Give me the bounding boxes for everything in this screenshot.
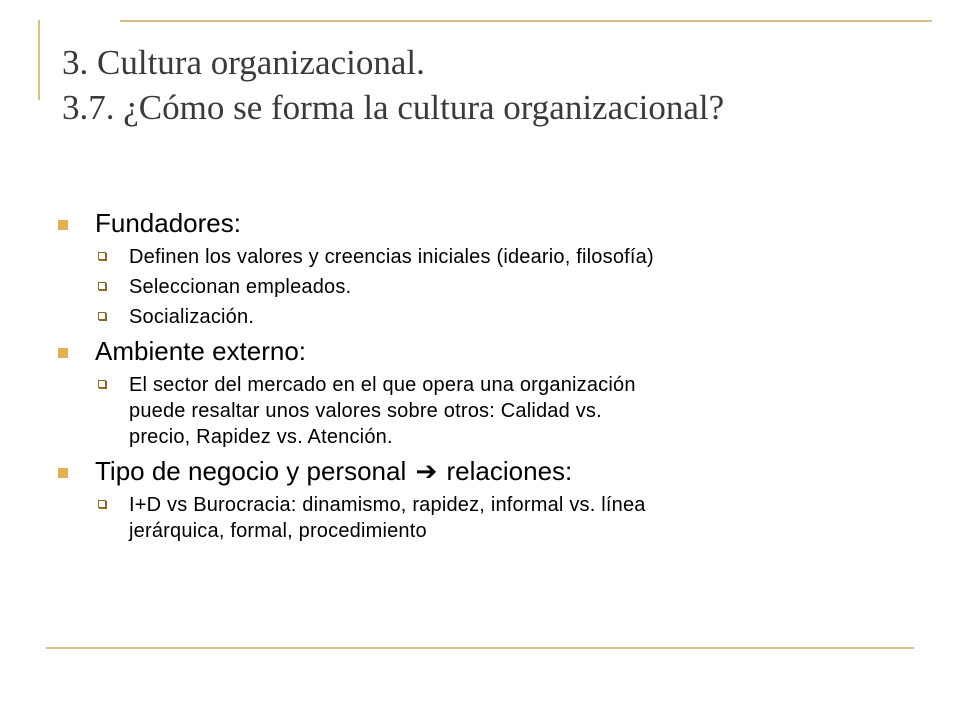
subbullet-text: Definen los valores y creencias iniciales (ideario, filosofía) — [129, 246, 654, 268]
hollow-square-bullet-icon — [98, 380, 106, 388]
subbullet-text: Seleccionan empleados. — [129, 276, 352, 298]
subbullet-text: Socialización. — [129, 306, 255, 328]
bottom-decorative-rule — [46, 647, 914, 649]
square-bullet-icon — [58, 220, 68, 230]
bullet-tipo-negocio — [58, 454, 918, 488]
hollow-square-bullet-icon — [98, 500, 106, 508]
subbullet-definen — [58, 244, 918, 270]
subbullet-text-line: precio, Rapidez vs. Atención. — [129, 426, 393, 448]
subbullet-id-burocracia — [58, 492, 918, 544]
hollow-square-bullet-icon — [98, 282, 106, 290]
bullet-fundadores — [58, 206, 918, 240]
bullet-label-part-1: Tipo de negocio y personal — [95, 456, 407, 486]
slide-title-line-1: 3. Cultura organizacional. — [62, 43, 425, 82]
right-arrow-icon: ➔ — [415, 456, 438, 486]
square-bullet-icon — [58, 468, 68, 478]
subbullet-text-line: puede resaltar unos valores sobre otros: Calidad vs. — [129, 400, 602, 422]
subbullet-seleccionan — [58, 274, 918, 300]
subbullet-socializacion — [58, 304, 918, 330]
subbullet-text-line: I+D vs Burocracia: dinamismo, rapidez, informal vs. línea — [129, 494, 646, 516]
subbullet-text-line: jerárquica, formal, procedimiento — [129, 520, 427, 542]
bullet-label: Ambiente externo: — [95, 336, 307, 366]
slide-title-line-2: 3.7. ¿Cómo se forma la cultura organizacional? — [62, 88, 725, 127]
slide-title — [62, 40, 922, 130]
bullet-ambiente-externo — [58, 334, 918, 368]
bullet-group-ambiente — [58, 334, 918, 450]
left-decorative-rule — [38, 20, 40, 100]
bullet-group-fundadores — [58, 206, 918, 330]
subbullet-text-line: El sector del mercado en el que opera una organización — [129, 374, 636, 396]
square-bullet-icon — [58, 348, 68, 358]
bullet-label: Fundadores: — [95, 208, 241, 238]
bullet-group-tipo-negocio — [58, 454, 918, 544]
subbullet-sector-mercado — [58, 372, 918, 450]
hollow-square-bullet-icon — [98, 252, 106, 260]
hollow-square-bullet-icon — [98, 312, 106, 320]
top-decorative-rule — [120, 20, 932, 22]
slide-body — [58, 206, 918, 548]
bullet-label-part-2: relaciones: — [446, 456, 573, 486]
